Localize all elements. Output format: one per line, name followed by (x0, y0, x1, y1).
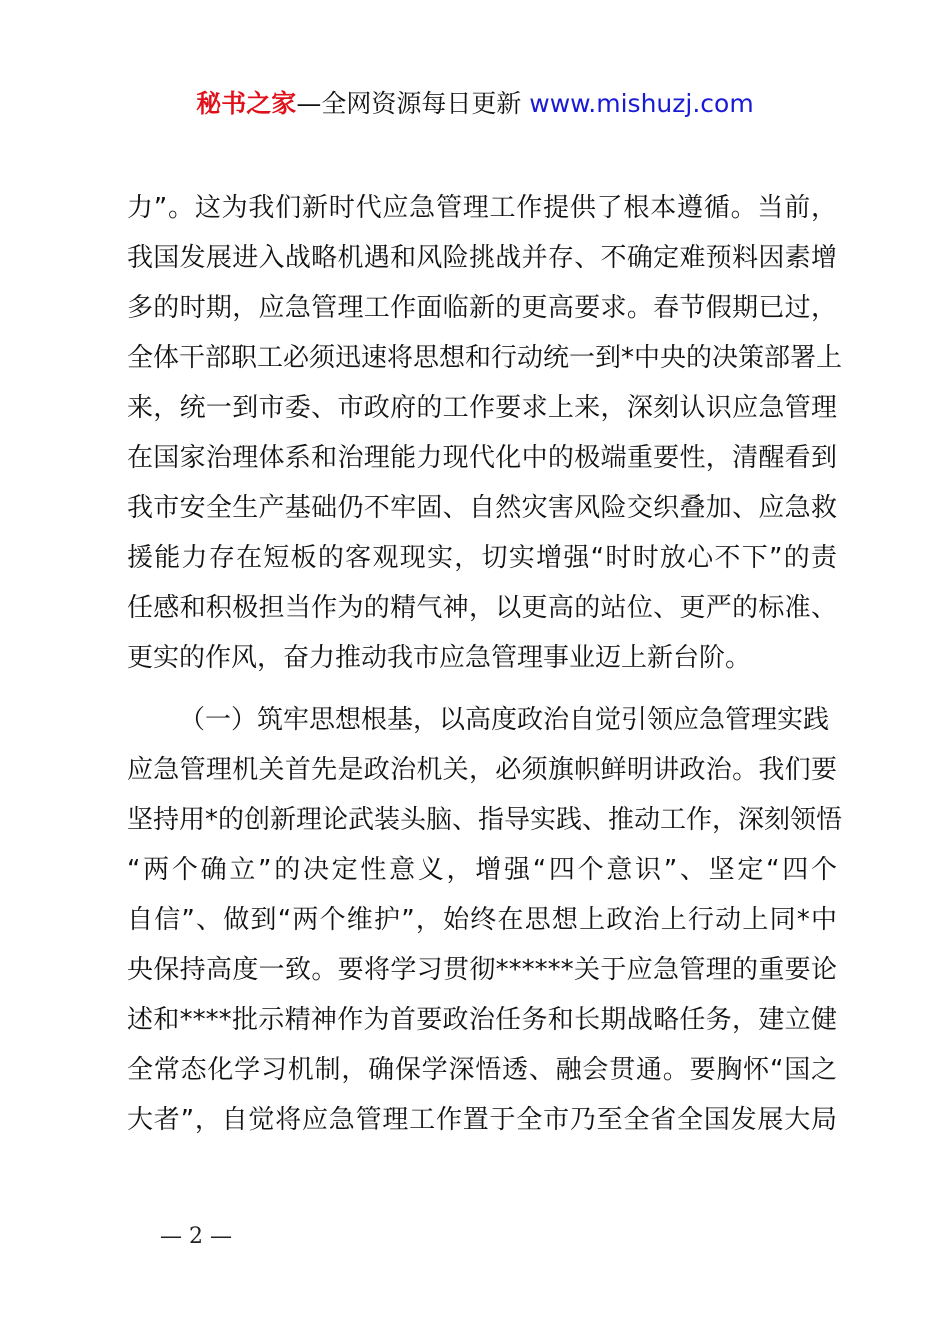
paragraph-2 (127, 695, 843, 1145)
text-line: 应急管理机关首先是政治机关，必须旗帜鲜明讲政治。我们要 (127, 755, 837, 785)
text-line: 大者”，自觉将应急管理工作置于全市乃至全省全国发展大局 (127, 1105, 837, 1135)
text-line: 自信”、做到“两个维护”，始终在思想上政治上行动上同*中 (127, 905, 837, 935)
section-heading: （一）筑牢思想根基，以高度政治自觉引领应急管理实践 (179, 705, 830, 735)
site-brand: 秘书之家 (196, 89, 297, 118)
paragraph-spacer (127, 683, 837, 695)
text-line: 我市安全生产基础仍不牢固、自然灾害风险交织叠加、应急救 (127, 493, 837, 523)
text-line: 坚持用*的创新理论武装头脑、指导实践、推动工作，深刻领悟 (127, 805, 843, 835)
text-line: 我国发展进入战略机遇和风险挑战并存、不确定难预料因素增 (127, 243, 837, 273)
text-line: 多的时期，应急管理工作面临新的更高要求。春节假期已过， (127, 293, 837, 323)
text-line: 在国家治理体系和治理能力现代化中的极端重要性，清醒看到 (127, 443, 837, 473)
text-line: 力”。这为我们新时代应急管理工作提供了根本遵循。当前， (127, 193, 837, 223)
text-line: 全体干部职工必须迅速将思想和行动统一到*中央的决策部署上 (127, 343, 843, 373)
text-line: 述和****批示精神作为首要政治任务和长期战略任务，建立健 (127, 1005, 837, 1035)
text-line: 央保持高度一致。要将学习贯彻******关于应急管理的重要论 (127, 955, 837, 985)
text-line: 来，统一到市委、市政府的工作要求上来，深刻认识应急管理 (127, 393, 837, 423)
text-line: 全常态化学习机制，确保学深悟透、融会贯通。要胸怀“国之 (127, 1055, 837, 1085)
text-line: 援能力存在短板的客观现实，切实增强“时时放心不下”的责 (127, 543, 837, 573)
document-body (127, 183, 843, 1145)
site-header (0, 86, 950, 122)
text-line: “两个确立”的决定性意义，增强“四个意识”、坚定“四个 (127, 855, 837, 885)
text-line: 更实的作风，奋力推动我市应急管理事业迈上新台阶。 (127, 643, 752, 673)
text-line: 任感和积极担当作为的精气神，以更高的站位、更严的标准、 (127, 593, 837, 623)
paragraph-1 (127, 183, 843, 683)
site-url[interactable]: www.mishuzj.com (529, 89, 754, 118)
page-number: — 2 — (160, 1224, 232, 1249)
site-tagline: —全网资源每日更新 (296, 89, 530, 118)
